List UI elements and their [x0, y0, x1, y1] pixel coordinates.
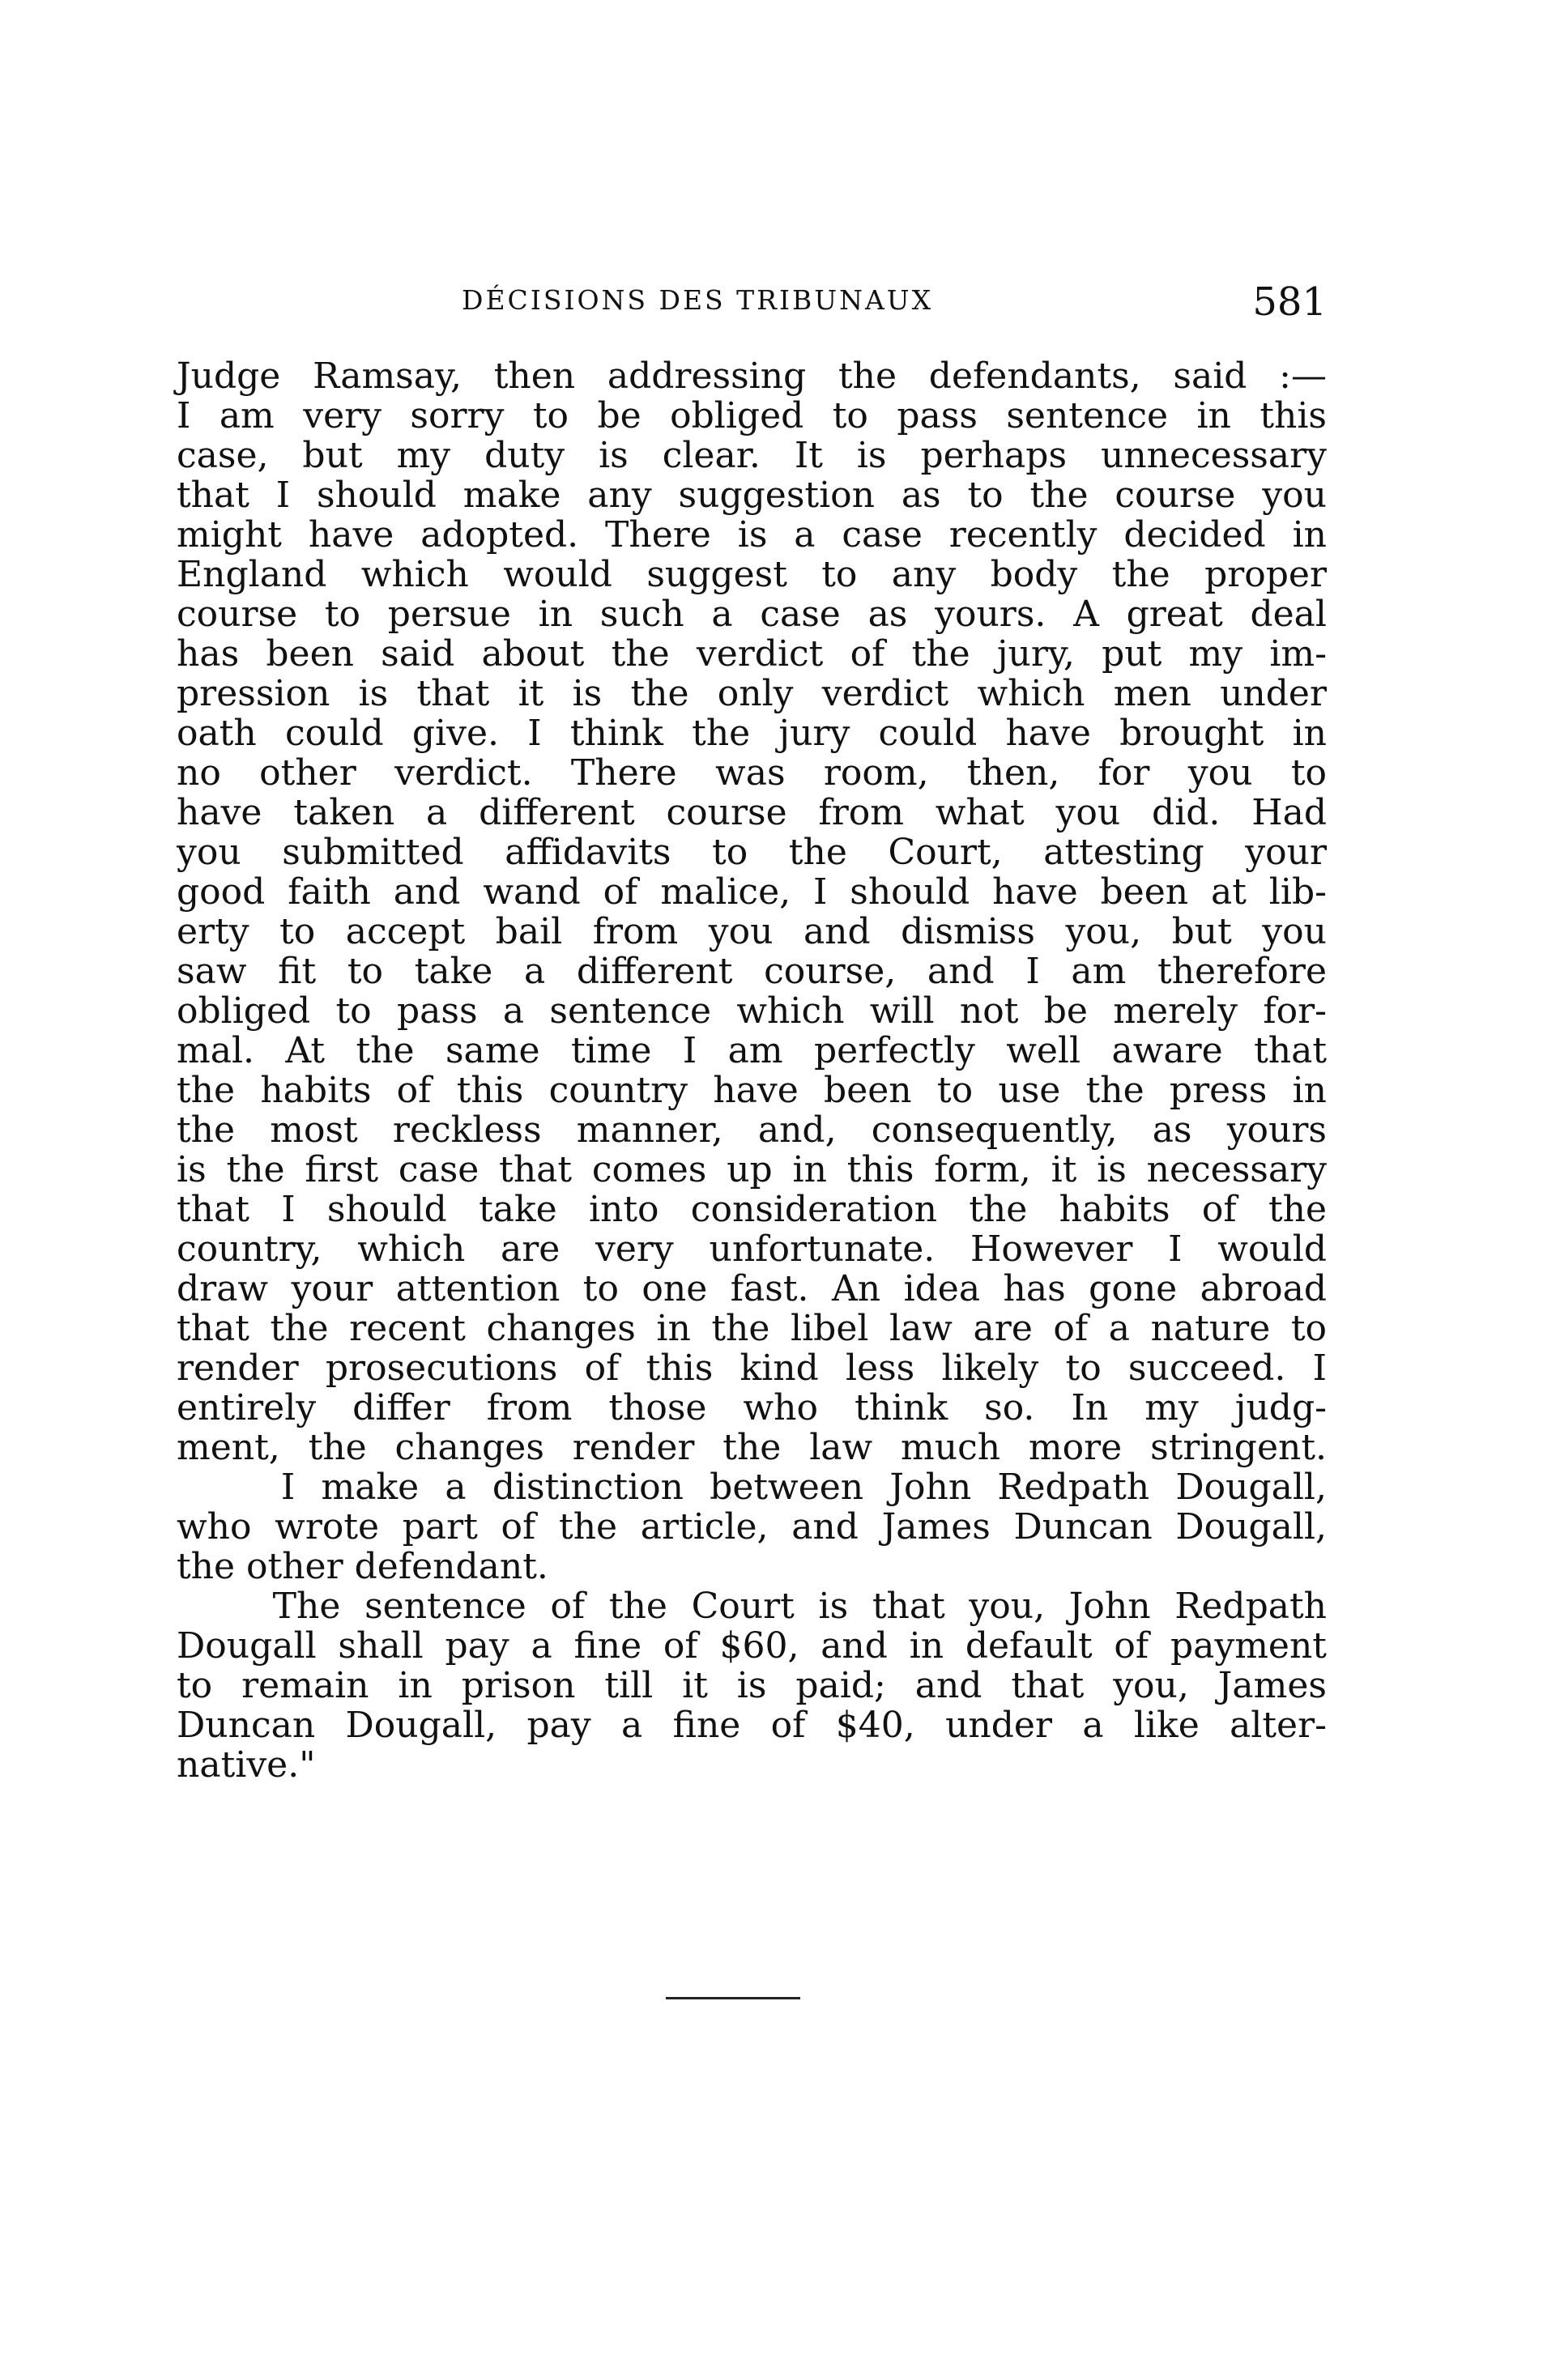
text-line: erty to accept bail from you and dismiss you, but you	[177, 911, 1327, 952]
text-line: that I should take into consideration the habits of the	[177, 1189, 1327, 1230]
text-line: obliged to pass a sentence which will not be merely for-	[177, 990, 1327, 1032]
text-line: entirely differ from those who think so. In my judg-	[177, 1387, 1327, 1428]
text-line: ment, the changes render the law much more stringent.	[177, 1427, 1327, 1468]
text-line: that I should make any suggestion as to the course you	[177, 475, 1327, 516]
text-line: England which would suggest to any body the proper	[177, 554, 1327, 595]
text-line: good faith and wand of malice, I should have been at lib-	[177, 871, 1327, 913]
text-line: who wrote part of the article, and James Duncan Dougall,	[177, 1506, 1327, 1548]
text-line: course to persue in such a case as yours. A great deal	[177, 594, 1327, 635]
body-text	[177, 356, 1327, 1785]
text-line: to remain in prison till it is paid; and that you, James	[177, 1665, 1327, 1706]
text-line: you submitted affidavits to the Court, attesting your	[177, 832, 1327, 873]
text-line: the other defendant.	[177, 1546, 548, 1587]
text-line: Duncan Dougall, pay a fine of $40, under a like alter-	[177, 1705, 1327, 1746]
text-line: has been said about the verdict of the jury, put my im-	[177, 633, 1327, 675]
text-line: native."	[177, 1744, 316, 1786]
closing-rule	[666, 1997, 800, 1999]
text-line: have taken a different course from what you did. Had	[177, 792, 1327, 833]
text-line: might have adopted. There is a case recently decided in	[177, 514, 1327, 556]
text-line: Judge Ramsay, then addressing the defendants, said :—	[177, 356, 1327, 397]
text-line: that the recent changes in the libel law are of a nature to	[177, 1308, 1327, 1349]
text-line: country, which are very unfortunate. However I would	[177, 1228, 1327, 1270]
running-header-title: DÉCISIONS DES TRIBUNAUX	[462, 284, 934, 316]
text-line: saw fit to take a different course, and I am therefore	[177, 951, 1327, 992]
text-line: draw your attention to one fast. An idea has gone abroad	[177, 1268, 1327, 1309]
text-line: no other verdict. There was room, then, for you to	[177, 752, 1327, 794]
text-line: I am very sorry to be obliged to pass sentence in this	[177, 395, 1327, 436]
text-line: mal. At the same time I am perfectly well aware that	[177, 1030, 1327, 1071]
text-line: the most reckless manner, and, consequently, as yours	[177, 1109, 1327, 1151]
text-line: render prosecutions of this kind less likely to succeed. I	[177, 1348, 1327, 1389]
text-line: the habits of this country have been to use the press in	[177, 1070, 1327, 1111]
text-line: oath could give. I think the jury could have brought in	[177, 713, 1327, 754]
page-number: 581	[1252, 279, 1327, 325]
text-line: I make a distinction between John Redpath Dougall,	[177, 1467, 1327, 1508]
text-line: The sentence of the Court is that you, John Redpath	[177, 1586, 1327, 1627]
text-line: case, but my duty is clear. It is perhaps unnecessary	[177, 435, 1327, 476]
text-line: is the first case that comes up in this form, it is necessary	[177, 1149, 1327, 1190]
text-line: pression is that it is the only verdict which men under	[177, 673, 1327, 714]
text-line: Dougall shall pay a fine of $60, and in default of payment	[177, 1625, 1327, 1667]
running-header	[177, 279, 1327, 336]
